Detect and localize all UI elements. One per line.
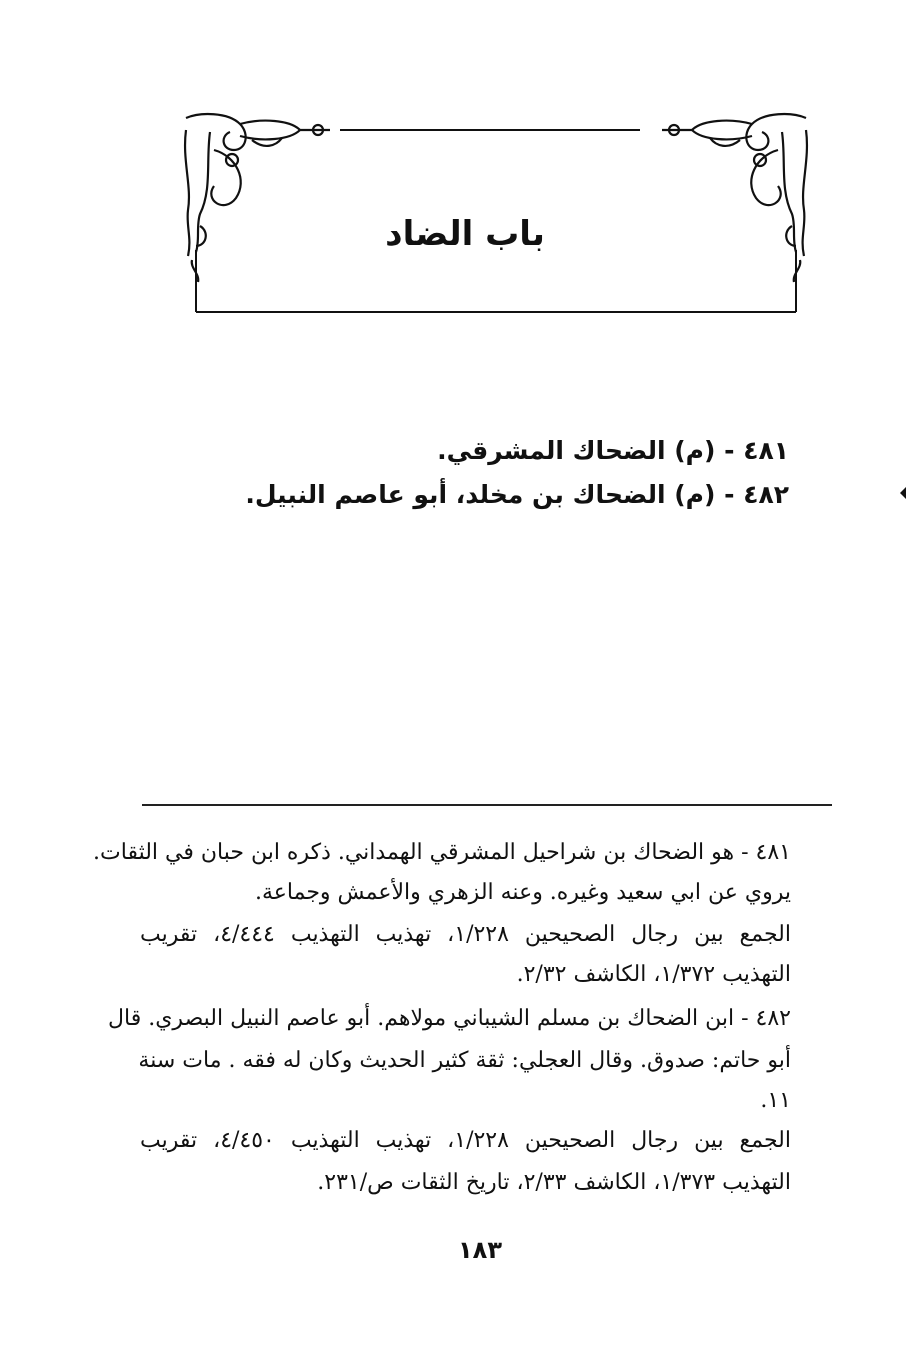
footnote-482-line: ٤٨٢ - ابن الضحاك بن مسلم الشيباني مولاهم. أبو عاصم النبيل البصري. قال — [108, 1006, 791, 1031]
footnote-482-line: أبو حاتم: صدوق. وقال العجلي: ثقة كثير الحديث وكان له فقه . مات سنة — [138, 1048, 791, 1073]
chapter-title: باب الضاد — [385, 214, 545, 254]
chapter-heading-frame — [0, 0, 909, 340]
footnote-482-line: التهذيب ١/٣٧٣، الكاشف ٢/٣٣، تاريخ الثقات ص/٢٣١. — [317, 1170, 791, 1195]
entry-481: ٤٨١ - (م) الضحاك المشرقي. — [437, 436, 789, 465]
margin-mark-icon — [898, 486, 908, 500]
footnote-482-line: الجمع بين رجال الصحيحين ١/٢٢٨، تهذيب التهذيب ٤/٤٥٠، تقريب — [140, 1128, 791, 1153]
footnote-481-line: ٤٨١ - هو الضحاك بن شراحيل المشرقي الهمداني. ذكره ابن حبان في الثقات. — [93, 840, 791, 865]
footnote-481-line: الجمع بين رجال الصحيحين ١/٢٢٨، تهذيب التهذيب ٤/٤٤٤، تقريب — [140, 922, 791, 947]
left-corner-ornament — [185, 114, 330, 282]
right-corner-ornament — [662, 114, 807, 282]
footnote-separator — [142, 804, 832, 806]
entry-482: ٤٨٢ - (م) الضحاك بن مخلد، أبو عاصم النبيل. — [245, 480, 789, 509]
footnote-482-line: ١١. — [760, 1088, 791, 1113]
footnote-481-line: يروي عن ابي سعيد وغيره. وعنه الزهري والأعمش وجماعة. — [255, 880, 791, 905]
footnote-481-line: التهذيب ١/٣٧٢، الكاشف ٢/٣٢. — [516, 962, 791, 987]
page-number: ١٨٣ — [458, 1236, 502, 1264]
